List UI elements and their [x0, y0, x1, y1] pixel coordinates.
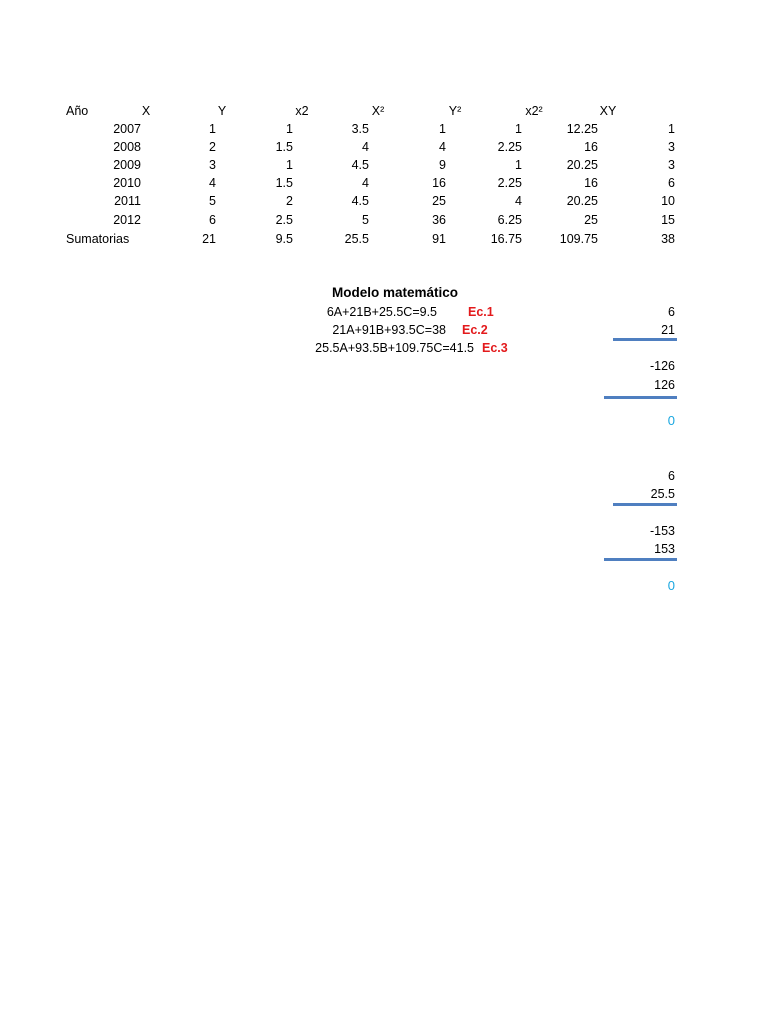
equation-1-tag: Ec.1 [468, 305, 494, 319]
cell-year: 2012 [113, 213, 141, 227]
cell-xy: 6 [668, 176, 675, 190]
cell-x-squared: 36 [432, 213, 446, 227]
total-x-squared: 91 [432, 232, 446, 246]
cell-year: 2011 [114, 194, 141, 208]
total-xy: 38 [661, 232, 675, 246]
equation-2: 21A+91B+93.5C=38 [332, 323, 446, 337]
cell-x-squared: 16 [432, 176, 446, 190]
cell-xy: 1 [668, 122, 675, 136]
cell-x2: 5 [362, 213, 369, 227]
cell-y-squared: 6.25 [497, 213, 522, 227]
cell-y-squared: 2.25 [497, 176, 522, 190]
cell-x: 1 [209, 122, 216, 136]
cell-x: 2 [209, 140, 216, 154]
model-title: Modelo matemático [331, 285, 459, 300]
cell-year: 2009 [113, 158, 141, 172]
cell-y-squared: 2.25 [497, 140, 522, 154]
cell-x2: 3.5 [351, 122, 369, 136]
calc1-underline-1 [613, 338, 677, 341]
cell-xy: 3 [668, 140, 675, 154]
calc2-result: 0 [667, 578, 675, 593]
cell-y-squared: 1 [515, 122, 522, 136]
cell-x: 3 [209, 158, 216, 172]
cell-x2: 4 [362, 140, 369, 154]
cell-year: 2010 [113, 176, 141, 190]
cell-x-squared: 25 [432, 194, 446, 208]
cell-x2-squared: 25 [584, 213, 598, 227]
cell-xy: 15 [661, 213, 675, 227]
total-y: 9.5 [275, 232, 293, 246]
header-ano: Año [66, 104, 89, 118]
cell-x2-squared: 20.25 [566, 158, 598, 172]
cell-y: 2 [286, 194, 293, 208]
equation-1: 6A+21B+25.5C=9.5 [326, 305, 437, 319]
equation-3-tag: Ec.3 [482, 341, 508, 355]
equation-2-tag: Ec.2 [462, 323, 488, 337]
header-y: Y [217, 104, 227, 118]
equation-3: 25.5A+93.5B+109.75C=41.5 [315, 341, 474, 355]
cell-y: 1.5 [275, 176, 293, 190]
cell-xy: 10 [661, 194, 675, 208]
cell-x2: 4 [362, 176, 369, 190]
total-y-squared: 16.75 [490, 232, 522, 246]
cell-x2-squared: 16 [584, 176, 598, 190]
cell-y-squared: 1 [515, 158, 522, 172]
header-x-squared: X² [371, 104, 385, 118]
header-x: X [141, 104, 151, 118]
cell-y: 1 [286, 158, 293, 172]
cell-year: 2007 [113, 122, 141, 136]
cell-x2-squared: 20.25 [566, 194, 598, 208]
cell-x-squared: 1 [439, 122, 446, 136]
header-xy: XY [599, 104, 617, 118]
cell-x2-squared: 12.25 [566, 122, 598, 136]
header-x2: x2 [295, 104, 309, 118]
total-x: 21 [202, 232, 216, 246]
calc1-result: 0 [667, 413, 675, 428]
cell-y-squared: 4 [515, 194, 522, 208]
cell-x2: 4.5 [351, 158, 369, 172]
cell-y: 1.5 [275, 140, 293, 154]
cell-x-squared: 4 [439, 140, 446, 154]
calc2-underline-2 [604, 558, 677, 561]
cell-x2: 4.5 [351, 194, 369, 208]
cell-xy: 3 [668, 158, 675, 172]
calc2-underline-1 [613, 503, 677, 506]
cell-x-squared: 9 [439, 158, 446, 172]
calc1-value-d: 126 [654, 378, 675, 392]
calc2-value-d: 153 [654, 542, 675, 556]
calc1-value-c: -126 [649, 359, 675, 373]
cell-y: 2.5 [275, 213, 293, 227]
cell-x: 4 [209, 176, 216, 190]
cell-y: 1 [286, 122, 293, 136]
totals-label: Sumatorias [66, 232, 130, 246]
calc2-value-b: 25.5 [650, 487, 675, 501]
calc2-value-a: 6 [668, 469, 675, 483]
header-y-squared: Y² [448, 104, 462, 118]
calc1-value-a: 6 [668, 305, 675, 319]
cell-x2-squared: 16 [584, 140, 598, 154]
header-x2-squared: x2² [525, 104, 543, 118]
calc1-underline-2 [604, 396, 677, 399]
calc2-value-c: -153 [649, 524, 675, 538]
total-x2-squared: 109.75 [559, 232, 598, 246]
cell-x: 6 [209, 213, 216, 227]
cell-year: 2008 [113, 140, 141, 154]
total-x2: 25.5 [344, 232, 369, 246]
cell-x: 5 [209, 194, 216, 208]
calc1-value-b: 21 [661, 323, 675, 337]
